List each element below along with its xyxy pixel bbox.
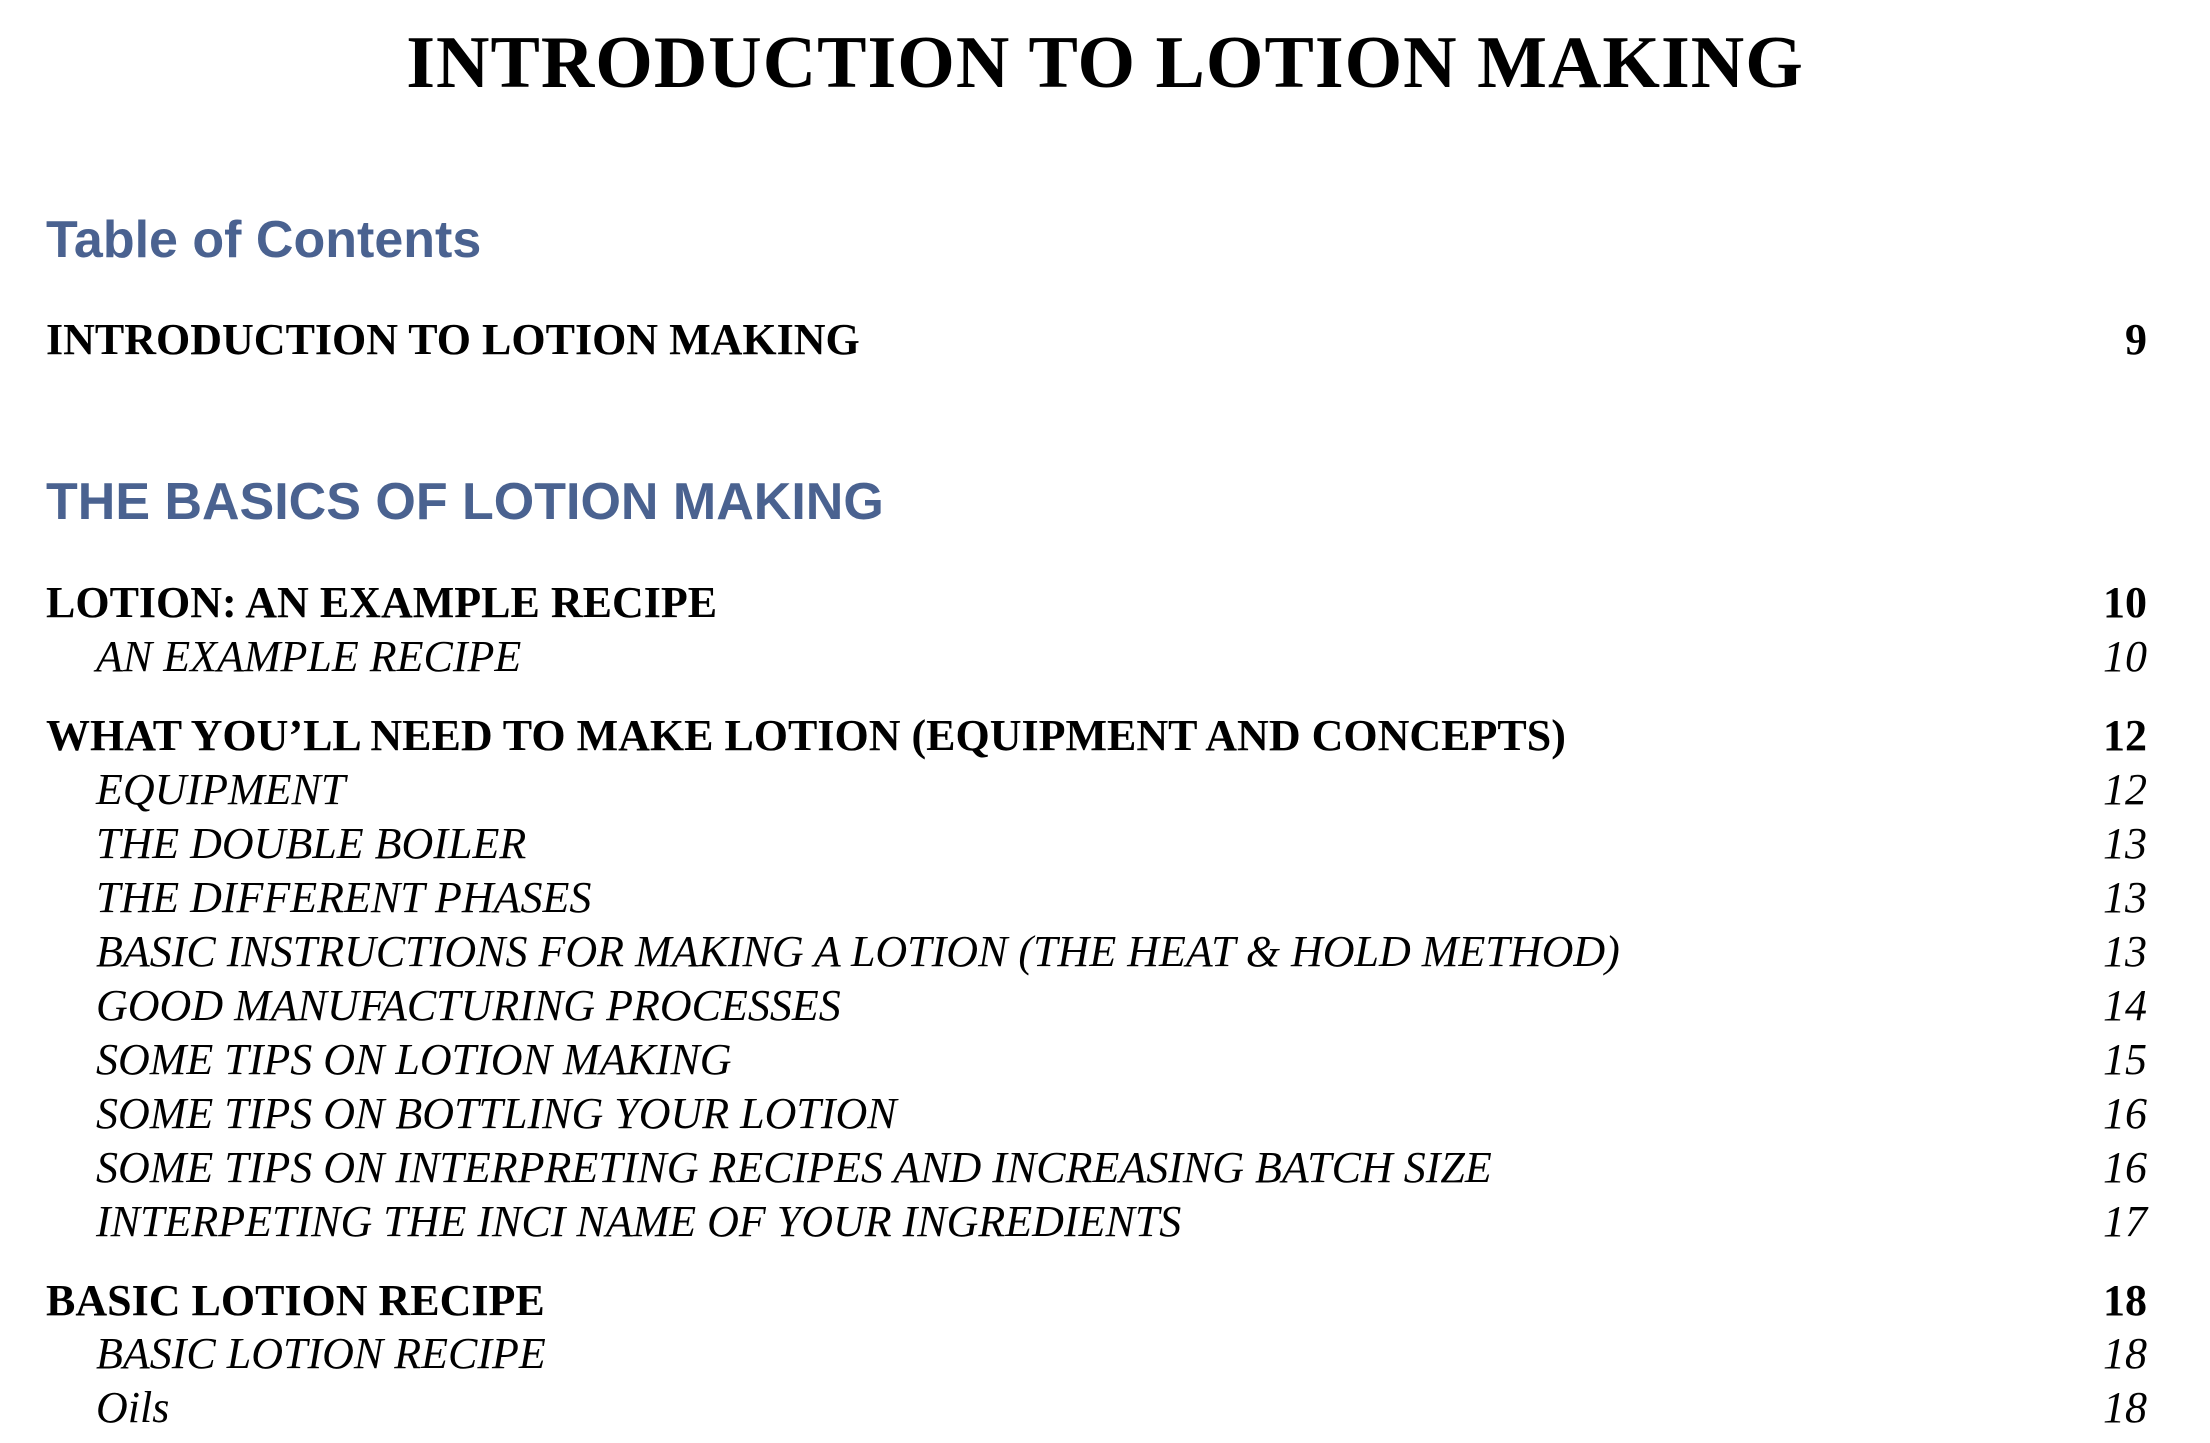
toc-entry-title: BASIC LOTION RECIPE (96, 1329, 546, 1378)
toc-entry-title: AN EXAMPLE RECIPE (96, 632, 522, 681)
toc-entry-level1[interactable] (46, 575, 2147, 631)
toc-entry-level2[interactable] (46, 763, 2147, 817)
toc-entry-page: 12 (2103, 711, 2147, 760)
toc-entry-title: WHAT YOU’LL NEED TO MAKE LOTION (EQUIPMENT AND CONCEPTS) (46, 711, 1566, 760)
toc-entry-page: 18 (2103, 1276, 2147, 1325)
toc-entry-level2[interactable] (46, 817, 2147, 871)
toc-entry-level2[interactable] (46, 979, 2147, 1033)
toc-entry-title: SOME TIPS ON INTERPRETING RECIPES AND INCREASING BATCH SIZE (96, 1143, 1492, 1192)
toc-entry-title: INTERPETING THE INCI NAME OF YOUR INGREDIENTS (96, 1197, 1182, 1246)
toc-entry-title: LOTION: AN EXAMPLE RECIPE (46, 578, 718, 627)
toc-entry-title: SOME TIPS ON BOTTLING YOUR LOTION (96, 1089, 897, 1138)
toc-entry-level2[interactable] (46, 1327, 2147, 1381)
toc-entry-level2[interactable] (46, 1141, 2147, 1195)
toc-heading: Table of Contents (46, 211, 482, 269)
toc-entry-level1[interactable] (46, 708, 2147, 764)
section-heading: THE BASICS OF LOTION MAKING (46, 473, 884, 531)
toc-entry-level2[interactable] (46, 1195, 2147, 1249)
toc-entry-page: 16 (2103, 1143, 2147, 1192)
toc-entry-level2[interactable] (46, 630, 2147, 684)
toc-entry-title: SOME TIPS ON LOTION MAKING (96, 1035, 732, 1084)
toc-entry-level2[interactable] (46, 871, 2147, 925)
toc-entry-page: 10 (2103, 578, 2147, 627)
toc-entry-title: BASIC INSTRUCTIONS FOR MAKING A LOTION (THE HEAT & HOLD METHOD) (96, 927, 1620, 976)
toc-entry-page: 13 (2103, 819, 2147, 868)
toc-entry-page: 9 (2125, 315, 2147, 364)
toc-entry-intro[interactable] (46, 312, 2147, 368)
toc-entry-title: INTRODUCTION TO LOTION MAKING (46, 315, 860, 364)
toc-entry-page: 18 (2103, 1383, 2147, 1432)
toc-entry-title: EQUIPMENT (96, 765, 346, 814)
toc-entry-page: 12 (2103, 765, 2147, 814)
toc-entry-page: 10 (2103, 632, 2147, 681)
toc-entry-level2[interactable] (46, 1087, 2147, 1141)
toc-entry-page: 18 (2103, 1329, 2147, 1378)
toc-entry-title: THE DIFFERENT PHASES (96, 873, 592, 922)
toc-entry-title: BASIC LOTION RECIPE (46, 1276, 545, 1325)
toc-entry-level2[interactable] (46, 1033, 2147, 1087)
toc-entry-page: 16 (2103, 1089, 2147, 1138)
toc-entry-page: 17 (2103, 1197, 2147, 1246)
toc-entry-title: Oils (96, 1383, 170, 1432)
toc-entry-title: THE DOUBLE BOILER (96, 819, 527, 868)
toc-entry-level2[interactable] (46, 925, 2147, 979)
document-title: INTRODUCTION TO LOTION MAKING (406, 22, 1804, 104)
toc-entry-level1[interactable] (46, 1273, 2147, 1329)
toc-entry-page: 13 (2103, 873, 2147, 922)
toc-entry-page: 14 (2103, 981, 2147, 1030)
toc-entry-level2[interactable] (46, 1381, 2147, 1435)
toc-entry-title: GOOD MANUFACTURING PROCESSES (96, 981, 841, 1030)
toc-entry-page: 15 (2103, 1035, 2147, 1084)
toc-entry-page: 13 (2103, 927, 2147, 976)
